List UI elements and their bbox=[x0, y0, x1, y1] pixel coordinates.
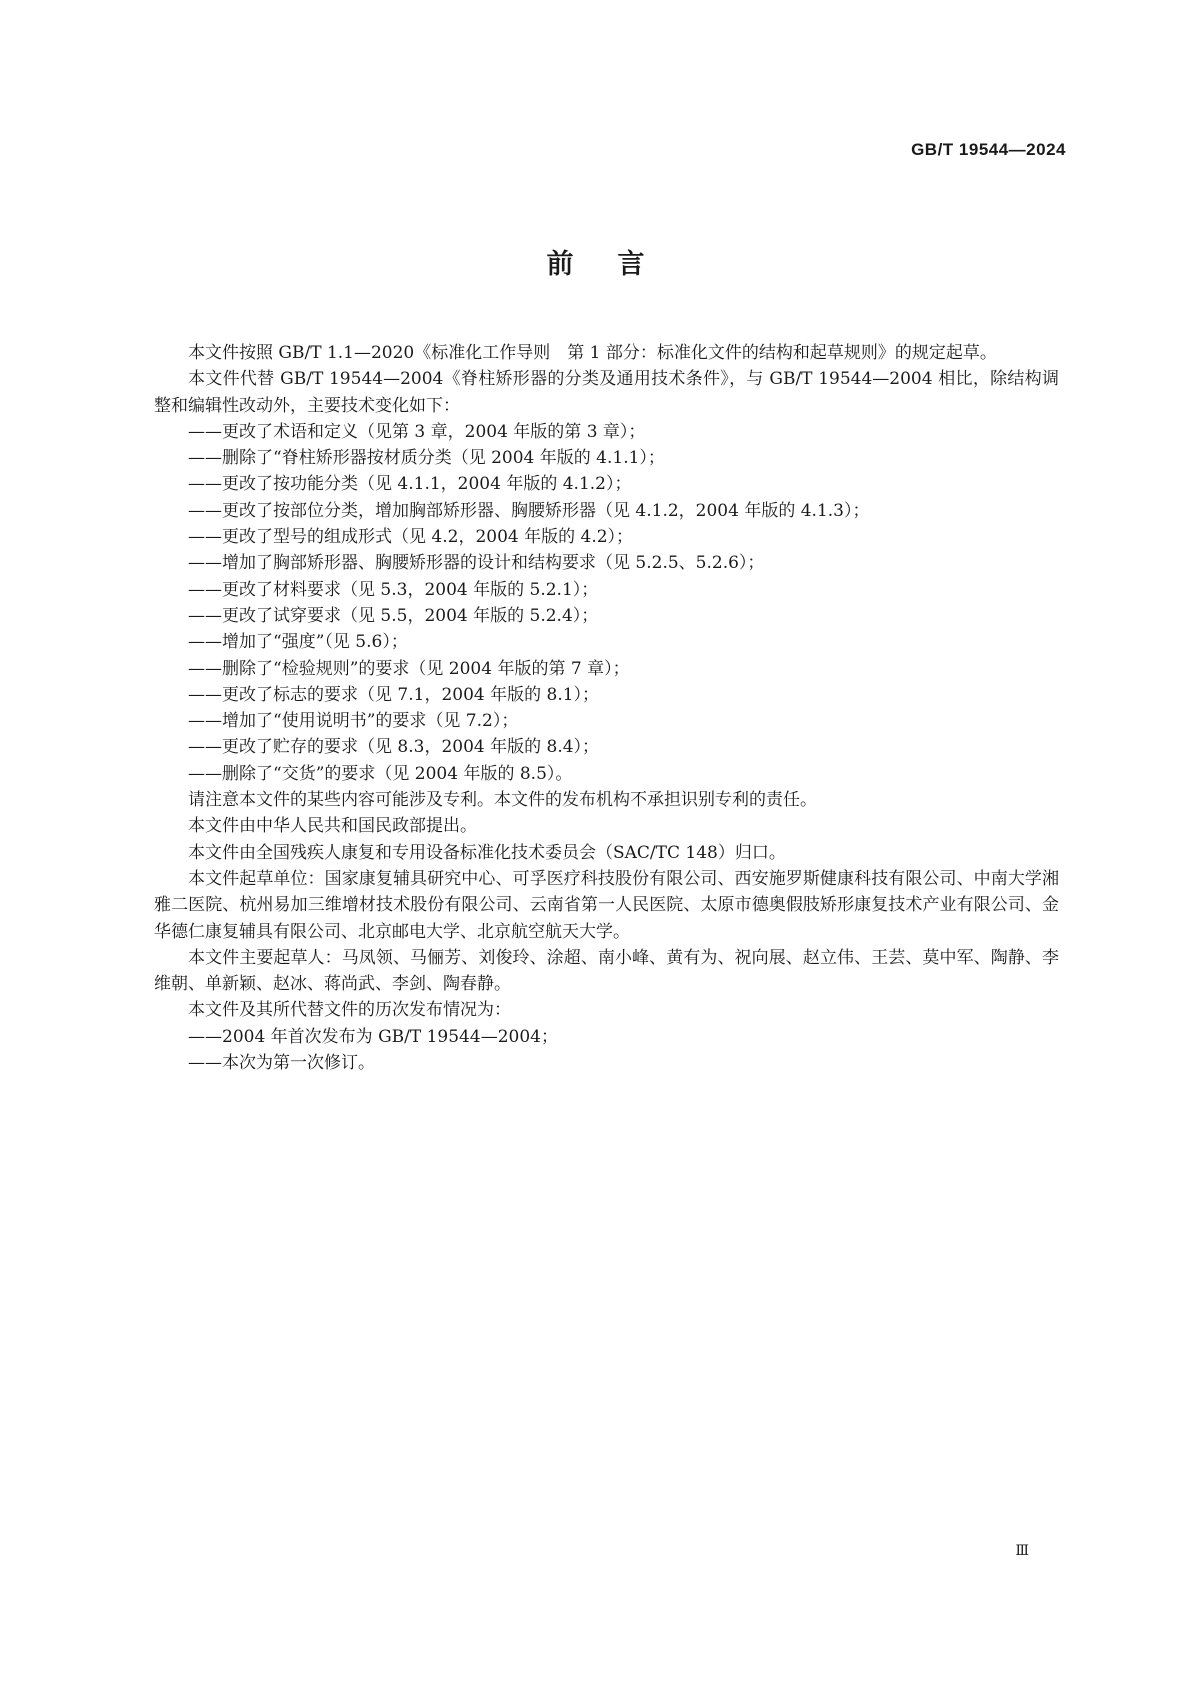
paragraph-replacement: 本文件代替 GB/T 19544—2004《脊柱矫形器的分类及通用技术条件》，与 GB/T 19544—2004 相比，除结构调整和编辑性改动外，主要技术变化如下： bbox=[154, 369, 1059, 416]
paragraph-patent-notice: 请注意本文件的某些内容可能涉及专利。本文件的发布机构不承担识别专利的责任。 bbox=[188, 790, 817, 811]
change-item: ——更改了材料要求（见 5.3，2004 年版的 5.2.1）； bbox=[188, 579, 599, 600]
change-item: ——更改了贮存的要求（见 8.3，2004 年版的 8.4）； bbox=[188, 737, 600, 758]
document-number: GB/T 19544—2024 bbox=[911, 140, 1066, 159]
history-item: ——本次为第一次修订。 bbox=[188, 1053, 375, 1074]
history-item: ——2004 年首次发布为 GB/T 19544—2004； bbox=[188, 1026, 558, 1047]
paragraph-drafting-units: 本文件起草单位：国家康复辅具研究中心、可孚医疗科技股份有限公司、西安施罗斯健康科技有限公司、中南大学湘雅二医院、杭州易加三维增材技术股份有限公司、云南省第一人民医院、太原市德奥假肢矫形康复技术产业有限公司、金华德仁康复辅具有限公司、北京邮电大学、北京航空航天大学。 bbox=[154, 868, 1059, 942]
page-number: Ⅲ bbox=[1015, 1543, 1029, 1559]
change-item: ——更改了术语和定义（见第 3 章，2004 年版的第 3 章）； bbox=[188, 421, 646, 442]
change-item: ——删除了“交货”的要求（见 2004 年版的 8.5）。 bbox=[188, 763, 573, 784]
change-item: ——增加了“使用说明书”的要求（见 7.2）； bbox=[188, 711, 519, 732]
document-body bbox=[154, 340, 1059, 1076]
change-item: ——增加了“强度”（见 5.6）； bbox=[188, 632, 408, 653]
change-item: ——更改了型号的组成形式（见 4.2，2004 年版的 4.2）； bbox=[188, 527, 634, 548]
paragraph-proposer: 本文件由中华人民共和国民政部提出。 bbox=[188, 816, 477, 837]
change-item: ——增加了胸部矫形器、胸腰矫形器的设计和结构要求（见 5.2.5、5.2.6）； bbox=[188, 553, 765, 574]
paragraph-history-intro: 本文件及其所代替文件的历次发布情况为： bbox=[188, 1000, 511, 1021]
page-title: 前言 bbox=[546, 249, 689, 280]
change-item: ——删除了“脊柱矫形器按材质分类（见 2004 年版的 4.1.1）； bbox=[188, 448, 665, 469]
change-item: ——更改了标志的要求（见 7.1，2004 年版的 8.1）； bbox=[188, 684, 600, 705]
change-item: ——更改了按部位分类，增加胸部矫形器、胸腰矫形器（见 4.1.2，2004 年版的 4.1.3）； bbox=[188, 500, 870, 521]
change-item: ——更改了试穿要求（见 5.5，2004 年版的 5.2.4）； bbox=[188, 605, 599, 626]
change-item: ——更改了按功能分类（见 4.1.1，2004 年版的 4.1.2）； bbox=[188, 474, 632, 495]
change-item: ——删除了“检验规则”的要求（见 2004 年版的第 7 章）； bbox=[188, 658, 630, 679]
paragraph-drafting-rules: 本文件按照 GB/T 1.1—2020《标准化工作导则 第 1 部分：标准化文件的结构和起草规则》的规定起草。 bbox=[188, 343, 997, 363]
paragraph-drafters: 本文件主要起草人：马凤领、马俪芳、刘俊玲、涂超、南小峰、黄有为、祝向展、赵立伟、王芸、莫中军、陶静、李维朝、单新颖、赵冰、蒋尚武、李剑、陶春静。 bbox=[154, 947, 1059, 995]
paragraph-committee: 本文件由全国残疾人康复和专用设备标准化技术委员会（SAC/TC 148）归口。 bbox=[188, 842, 786, 863]
